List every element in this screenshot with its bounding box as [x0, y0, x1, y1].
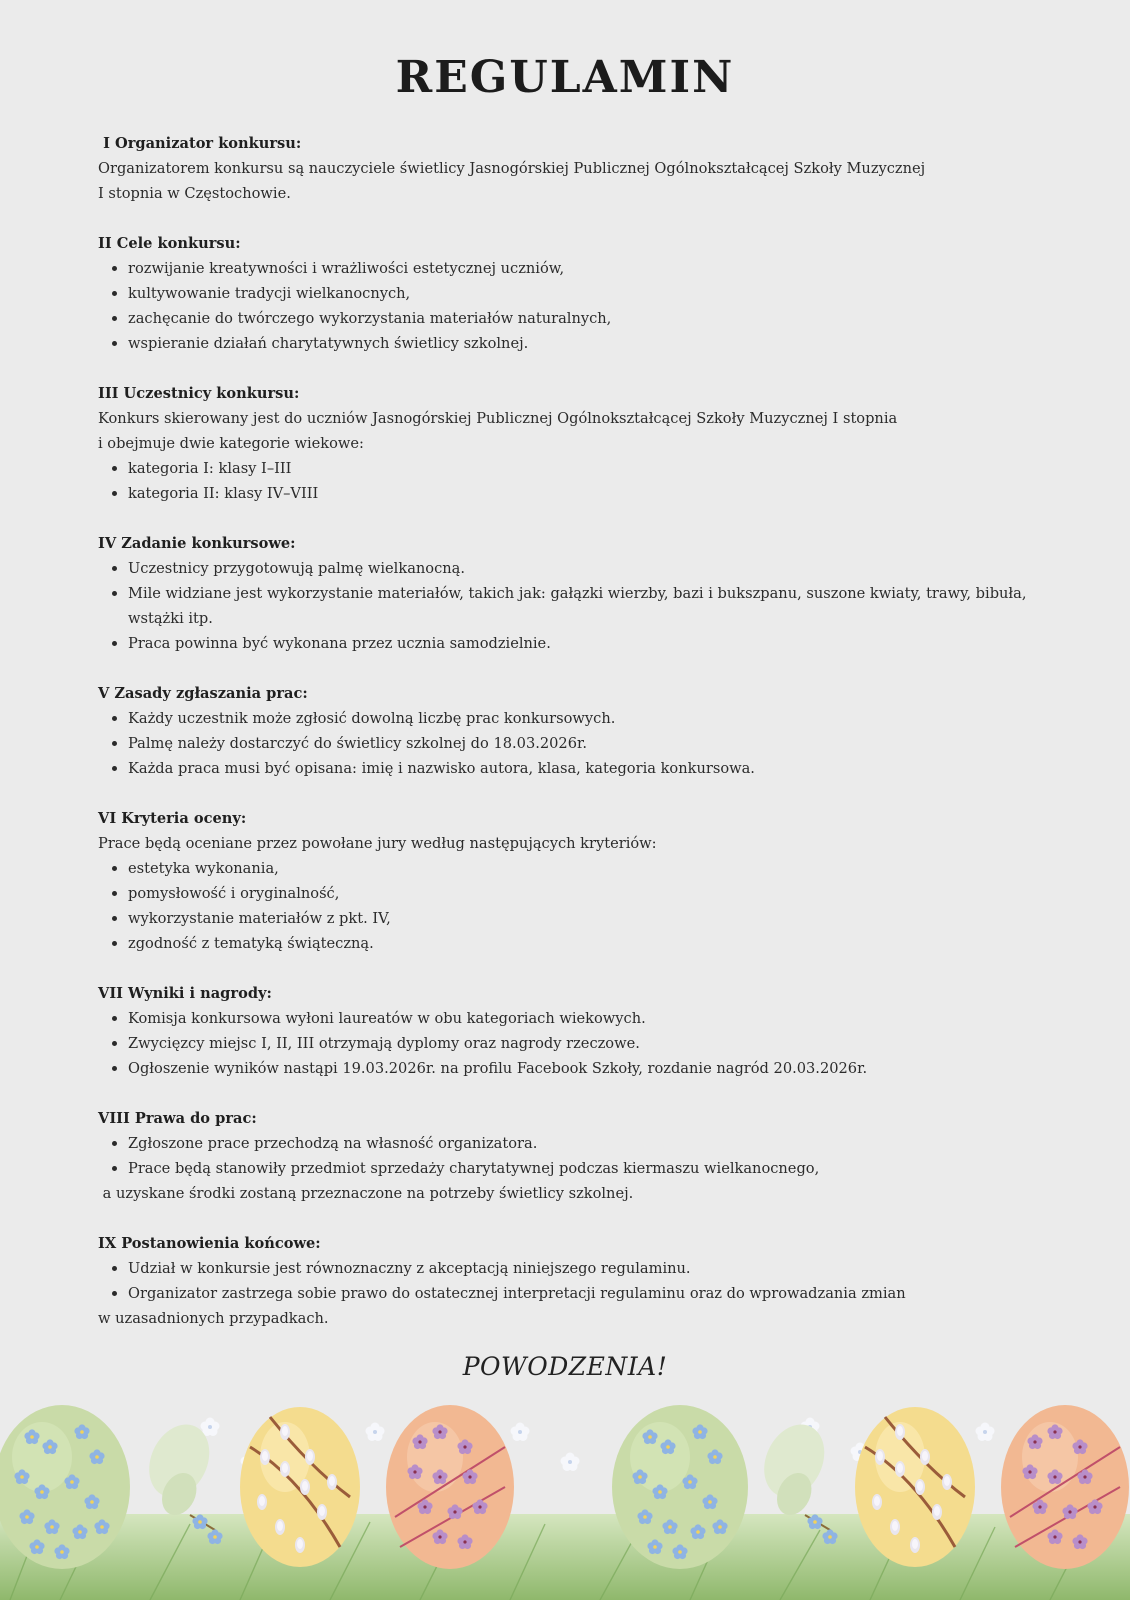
bullet-list: [98, 256, 1038, 356]
list-item: Uczestnicy przygotowują palmę wielkanocną.: [98, 556, 1038, 581]
list-item: estetyka wykonania,: [98, 856, 1038, 881]
section-paragraph: Organizatorem konkursu są nauczyciele świetlicy Jasnogórskiej Publicznej Ogólnokształcącej Szkoły Muzycznej: [98, 160, 926, 177]
list-item: zgodność z tematyką świąteczną.: [98, 931, 1038, 956]
list-item: wspieranie działań charytatywnych świetlicy szkolnej.: [98, 331, 1038, 356]
section-title: IX Postanowienia końcowe:: [98, 1235, 321, 1252]
section-submission: [98, 681, 1038, 781]
section-rights: [98, 1106, 1038, 1206]
section-title: IV Zadanie konkursowe:: [98, 535, 296, 552]
section-participants: [98, 381, 1038, 506]
bullet-list: [98, 706, 1038, 781]
bullet-list: [98, 856, 1038, 956]
list-item: Każdy uczestnik może zgłosić dowolną liczbę prac konkursowych.: [98, 706, 1038, 731]
section-results: [98, 981, 1038, 1081]
list-item: Zgłoszone prace przechodzą na własność organizatora.: [98, 1131, 1038, 1156]
list-item: kategoria II: klasy IV–VIII: [98, 481, 1038, 506]
page-title: REGULAMIN: [395, 52, 735, 103]
list-item: kategoria I: klasy I–III: [98, 456, 1038, 481]
bullet-list: [98, 456, 1038, 506]
section-paragraph: Prace będą oceniane przez powołane jury według następujących kryteriów:: [98, 835, 657, 852]
section-paragraph: i obejmuje dwie kategorie wiekowe:: [98, 435, 364, 452]
section-title: V Zasady zgłaszania prac:: [98, 685, 308, 702]
section-paragraph: w uzasadnionych przypadkach.: [98, 1310, 329, 1327]
section-title: II Cele konkursu:: [98, 235, 241, 252]
list-item: pomysłowość i oryginalność,: [98, 881, 1038, 906]
section-title: VI Kryteria oceny:: [98, 810, 247, 827]
section-goals: [98, 231, 1038, 356]
list-item: Prace będą stanowiły przedmiot sprzedaży charytatywnej podczas kiermaszu wielkanocnego,: [98, 1156, 1038, 1181]
list-item: rozwijanie kreatywności i wrażliwości estetycznej uczniów,: [98, 256, 1038, 281]
section-title: VII Wyniki i nagrody:: [98, 985, 272, 1002]
list-item: Praca powinna być wykonana przez ucznia samodzielnie.: [98, 631, 1038, 656]
bullet-list: [98, 556, 1038, 656]
bullet-list: [98, 1131, 1038, 1181]
list-item: wykorzystanie materiałów z pkt. IV,: [98, 906, 1038, 931]
bullet-list: [98, 1256, 1038, 1306]
section-paragraph: Konkurs skierowany jest do uczniów Jasnogórskiej Publicznej Ogólnokształcącej Szkoły Muzycznej I stopnia: [98, 410, 898, 427]
section-criteria: [98, 806, 1038, 956]
list-item: Organizator zastrzega sobie prawo do ostatecznej interpretacji regulaminu oraz do wprowadzania zmian: [98, 1281, 1038, 1306]
section-task: [98, 531, 1038, 656]
section-paragraph: a uzyskane środki zostaną przeznaczone na potrzeby świetlicy szkolnej.: [98, 1185, 634, 1202]
section-title: III Uczestnicy konkursu:: [98, 385, 300, 402]
list-item: Zwycięzcy miejsc I, II, III otrzymają dyplomy oraz nagrody rzeczowe.: [98, 1031, 1038, 1056]
list-item: Komisja konkursowa wyłoni laureatów w obu kategoriach wiekowych.: [98, 1006, 1038, 1031]
section-organizer: [98, 131, 1038, 206]
list-item: Każda praca musi być opisana: imię i nazwisko autora, klasa, kategoria konkursowa.: [98, 756, 1038, 781]
closing-text: POWODZENIA!: [462, 1352, 668, 1381]
list-item: Ogłoszenie wyników nastąpi 19.03.2026r. na profilu Facebook Szkoły, rozdanie nagród 20.03.2026r.: [98, 1056, 1038, 1081]
easter-egg-border: [0, 1392, 1130, 1600]
bullet-list: [98, 1006, 1038, 1081]
list-item: Palmę należy dostarczyć do świetlicy szkolnej do 18.03.2026r.: [98, 731, 1038, 756]
list-item: kultywowanie tradycji wielkanocnych,: [98, 281, 1038, 306]
section-paragraph: I stopnia w Częstochowie.: [98, 185, 291, 202]
section-final: [98, 1231, 1038, 1331]
list-item: Udział w konkursie jest równoznaczny z akceptacją niniejszego regulaminu.: [98, 1256, 1038, 1281]
list-item: Mile widziane jest wykorzystanie materiałów, takich jak: gałązki wierzby, bazi i bukszpanu, suszone kwiaty, trawy, bibuła, wstążki itp.: [98, 581, 1038, 631]
list-item: zachęcanie do twórczego wykorzystania materiałów naturalnych,: [98, 306, 1038, 331]
section-title: VIII Prawa do prac:: [98, 1110, 257, 1127]
section-title: I Organizator konkursu:: [98, 135, 302, 152]
rules-content: [98, 131, 1038, 1356]
